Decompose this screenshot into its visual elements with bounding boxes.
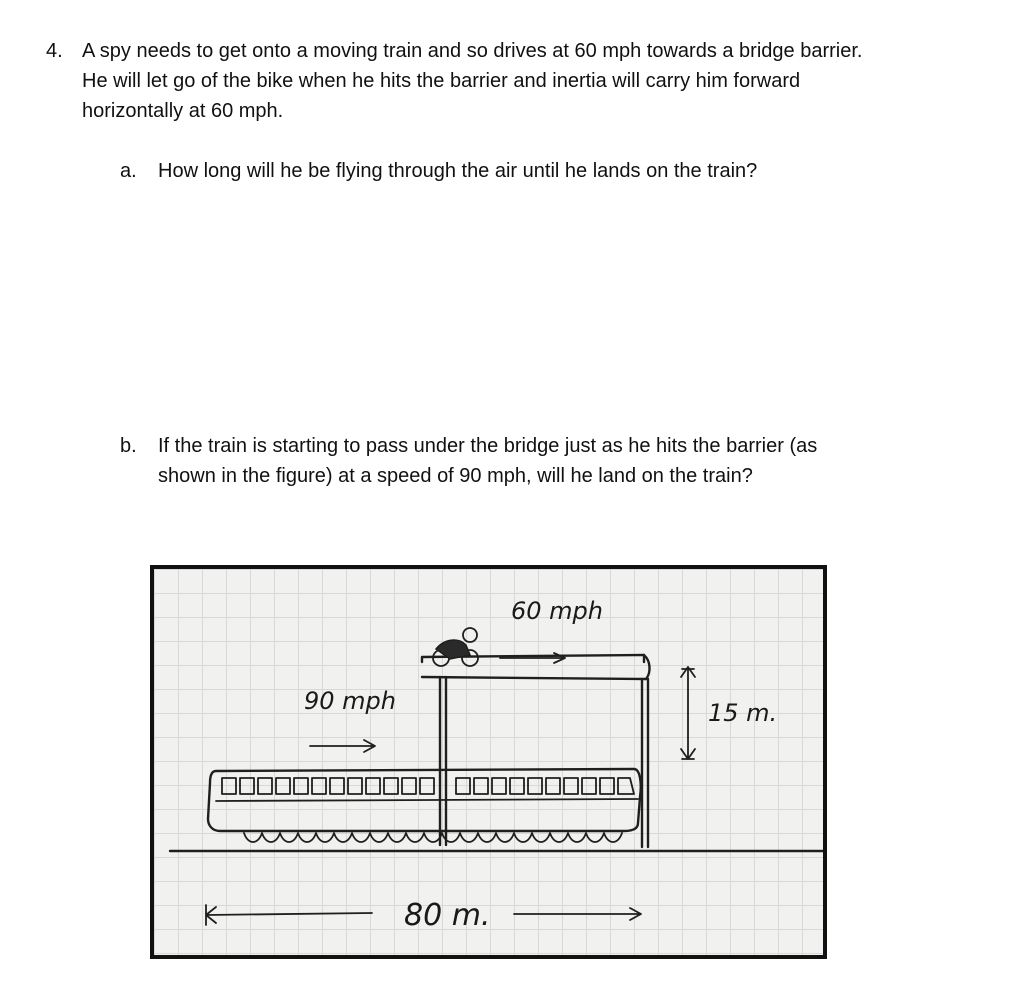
- distance-arrow-right: [514, 908, 641, 920]
- train-window: [582, 778, 596, 794]
- train-window: [330, 778, 344, 794]
- train-window: [456, 778, 470, 794]
- bridge-pillar-right: [642, 679, 648, 847]
- question-line: He will let go of the bike when he hits the barrier and inertia will carry him forward: [82, 70, 801, 92]
- train-window: [564, 778, 578, 794]
- train-window: [474, 778, 488, 794]
- train-window: [600, 778, 614, 794]
- distance-arrow-left: [206, 905, 372, 925]
- train-window: [366, 778, 380, 794]
- question-text: [82, 36, 1002, 126]
- train-window: [294, 778, 308, 794]
- bridge-deck-bottom: [422, 677, 646, 679]
- part-a-text: [158, 156, 978, 186]
- train-window: [384, 778, 398, 794]
- train-direction-arrow: [310, 740, 375, 752]
- part-a-letter: a.: [120, 160, 137, 182]
- train-window: [546, 778, 560, 794]
- bike-direction-arrow: [500, 653, 565, 663]
- train-window: [510, 778, 524, 794]
- train-bridge-figure: [150, 565, 827, 959]
- train-window: [492, 778, 506, 794]
- distance-label: 80 m.: [404, 898, 491, 933]
- train-window: [276, 778, 290, 794]
- train-window: [240, 778, 254, 794]
- bridge-pillar-left: [440, 677, 446, 845]
- train-window: [222, 778, 236, 794]
- train-speed-label: 90 mph: [304, 687, 396, 715]
- question-line: A spy needs to get onto a moving train and so drives at 60 mph towards a bridge barrier.: [82, 40, 863, 62]
- height-arrow: [681, 667, 695, 759]
- height-label: 15 m.: [708, 699, 778, 727]
- spy-on-bike: [433, 628, 478, 666]
- train-windows: [222, 778, 634, 794]
- train-window: [618, 778, 634, 794]
- spy-head: [463, 628, 477, 642]
- train-window: [258, 778, 272, 794]
- train-window: [312, 778, 326, 794]
- train-window: [528, 778, 542, 794]
- figure-drawing: [154, 569, 823, 955]
- train-window-line: [216, 799, 638, 801]
- train-window: [402, 778, 416, 794]
- part-b-line: shown in the figure) at a speed of 90 mph, will he land on the train?: [158, 465, 753, 487]
- part-a-line: How long will he be flying through the air until he lands on the train?: [158, 160, 758, 182]
- train-window: [420, 778, 434, 794]
- question-number: 4.: [46, 40, 63, 62]
- bike-speed-label: 60 mph: [511, 597, 603, 625]
- part-b-line: If the train is starting to pass under the bridge just as he hits the barrier (as: [158, 435, 818, 457]
- train-wheels: [244, 833, 622, 842]
- train-window: [348, 778, 362, 794]
- question-line: horizontally at 60 mph.: [82, 100, 284, 122]
- part-b-letter: b.: [120, 435, 137, 457]
- part-b-text: [158, 431, 978, 491]
